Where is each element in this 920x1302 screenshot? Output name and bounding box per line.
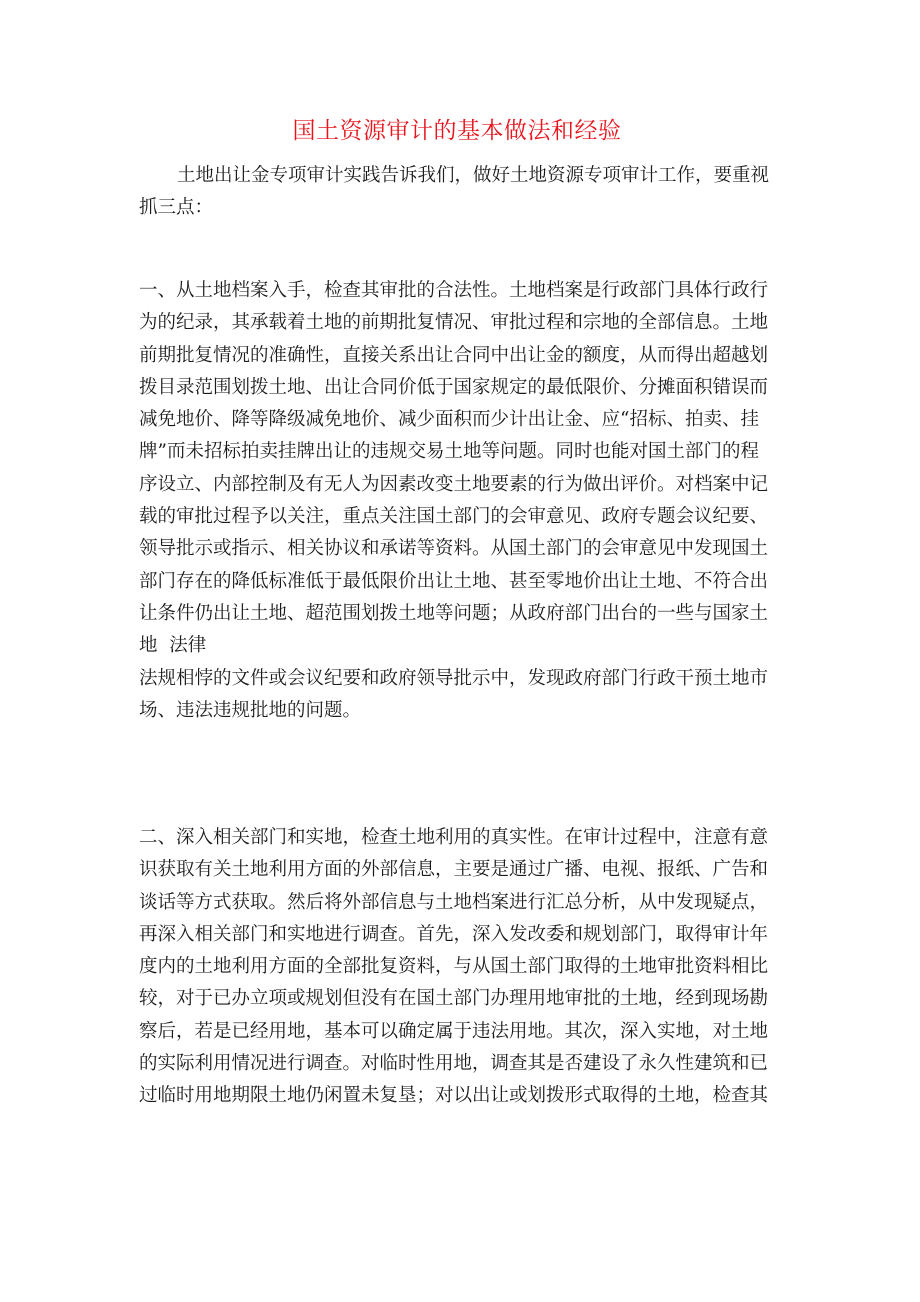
text-line: 减免地价、降等降级减免地价、减少面积而少计出让金、应“招标、拍卖、挂 (139, 409, 759, 431)
text-line: 让条件仍出让土地、超范围划拨土地等问题；从政府部门出台的一些与国家土 (139, 602, 769, 624)
text-line: 领导批示或指示、相关协议和承诺等资料。从国土部门的会审意见中发现国土 (139, 538, 769, 560)
text-line: 一、从土地档案入手，检查其审批的合法性。土地档案是行政部门具体行政行 (139, 280, 769, 301)
text-line: 抓三点： (139, 197, 214, 219)
text-line: 序设立、内部控制及有无人为因素改变土地要素的行为做出评价。对档案中记 (139, 473, 769, 495)
text-line: 谈话等方式获取。然后将外部信息与土地档案进行汇总分析，从中发现疑点， (139, 891, 769, 913)
document-title: 国土资源审计的基本做法和经验 (292, 118, 622, 144)
text-line: 二、深入相关部门和实地，检查土地利用的真实性。在审计过程中，注意有意 (139, 827, 769, 848)
intro-paragraph (139, 160, 775, 225)
text-line: 土地出让金专项审计实践告诉我们，做好土地资源专项审计工作，要重视 (177, 165, 770, 186)
text-line: 场、违法违规批地的问题。 (139, 699, 362, 721)
text-line: 度内的土地利用方面的全部批复资料，与从国土部门取得的土地审批资料相比 (139, 956, 769, 978)
text-line: 法规相悖的文件或会议纪要和政府领导批示中，发现政府部门行政干预土地市 (139, 667, 769, 689)
text-line: 为的纪录，其承载着土地的前期批复情况、审批过程和宗地的全部信息。土地 (139, 312, 769, 334)
text-line: 载的审批过程予以关注，重点关注国土部门的会审意见、政府专题会议纪要、 (139, 506, 769, 528)
text-line: 部门存在的降低标准低于最低限价出让土地、甚至零地价出让土地、不符合出 (139, 570, 769, 592)
text-line: 的实际利用情况进行调查。对临时性用地，调查其是否建设了永久性建筑和已 (139, 1053, 769, 1075)
section-1-paragraph (139, 275, 775, 727)
text-line: 地 法律 (139, 635, 207, 657)
text-line: 识获取有关土地利用方面的外部信息，主要是通过广播、电视、报纸、广告和 (139, 859, 769, 881)
text-line: 前期批复情况的准确性，直接关系出让合同中出让金的额度，从而得出超越划 (139, 344, 769, 366)
text-line: 再深入相关部门和实地进行调查。首先，深入发改委和规划部门，取得审计年 (139, 923, 769, 945)
text-line: 较，对于已办立项或规划但没有在国土部门办理用地审批的土地，经到现场勘 (139, 988, 769, 1010)
text-line: 过临时用地期限土地仍闲置未复垦；对以出让或划拨形式取得的土地，检查其 (139, 1085, 769, 1107)
section-2-paragraph (139, 822, 775, 1113)
text-line: 拨目录范围划拨土地、出让合同价低于国家规定的最低限价、分摊面积错误而 (139, 376, 769, 398)
text-line: 牌”而未招标拍卖挂牌出让的违规交易土地等问题。同时也能对国土部门的程 (139, 441, 759, 463)
text-line: 察后，若是已经用地，基本可以确定属于违法用地。其次，深入实地，对土地 (139, 1020, 769, 1042)
